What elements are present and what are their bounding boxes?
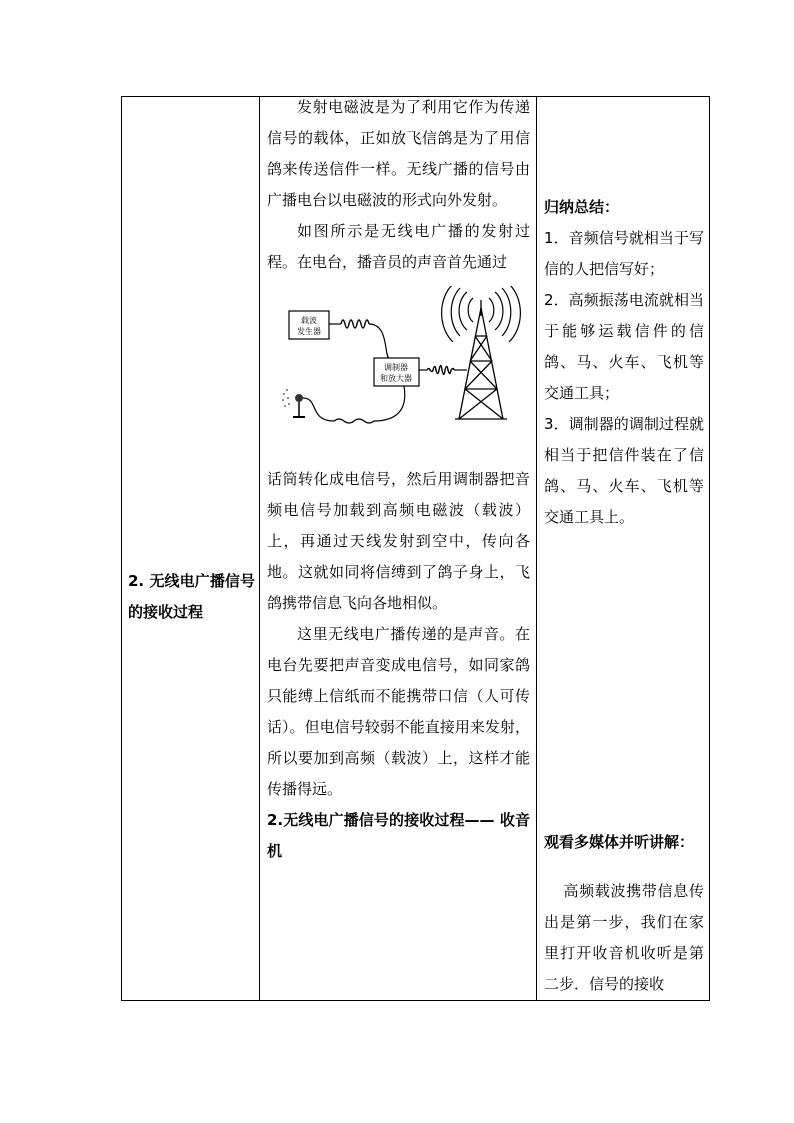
audio-signal-wire xyxy=(303,386,405,423)
paragraph-2: 如图所示是无线电广播的发射过程。在电台，播音员的声音首先通过 xyxy=(267,222,530,271)
summary-item-2: 2．高频振荡电流就相当于能够运载信件的信鸽、马、火车、飞机等交通工具； xyxy=(544,291,704,402)
modulated-wave xyxy=(427,366,454,375)
modulator-label-2: 和放大器 xyxy=(380,374,412,383)
paragraph-3: 话筒转化成电信号，然后用调制器把音频电信号加载到高频电磁波（载波）上，再通过天线发射到空中，传向各地。这就如同将信缚到了鸽子身上，飞鸽携带信息飞向各地相似。 xyxy=(267,470,530,612)
summary-title: 归纳总结： xyxy=(544,198,620,216)
modulator-label-1: 调制器 xyxy=(384,363,408,372)
column-divider xyxy=(259,97,260,1000)
section-heading: 2. 无线电广播信号的接收过程 xyxy=(128,572,255,621)
watch-text: 高频载波携带信息传出是第一步，我们在家里打开收音机收听是第二步．信号的接收 xyxy=(544,882,704,993)
paragraph-4: 这里无线电广播传递的是声音。在电台先要把声音变成电信号，如同家鸽只能缚上信纸而不能携带口信（人可传话）。但电信号较弱不能直接用来发射，所以要加到高频（载波）上，这样才能传播得远。 xyxy=(267,625,530,798)
right-column xyxy=(538,97,710,1000)
antenna-tower-icon xyxy=(455,300,507,419)
column-divider xyxy=(536,97,537,1000)
microphone-icon xyxy=(282,389,305,417)
summary-item-3: 3．调制器的调制过程就相当于把信件装在了信鸽、马、火车、飞机等交通工具上。 xyxy=(544,415,704,526)
broadcast-diagram xyxy=(269,286,530,456)
left-column xyxy=(122,97,259,1000)
middle-column xyxy=(261,97,536,1000)
summary-item-1: 1．音频信号就相当于写信的人把信写好； xyxy=(544,229,704,278)
section-heading-2: 2.无线电广播信号的接收过程—— 收音机 xyxy=(267,811,530,860)
watch-title: 观看多媒体并听讲解： xyxy=(544,833,695,851)
carrier-generator-label-1: 载波 xyxy=(301,316,317,325)
carrier-generator-label-2: 发生器 xyxy=(297,327,321,336)
lesson-table xyxy=(121,96,710,1001)
carrier-wave xyxy=(341,320,369,328)
paragraph-1: 发射电磁波是为了利用它作为传递信号的载体，正如放飞信鸽是为了用信鸽来传送信件一样。无线广播的信号由广播电台以电磁波的形式向外发射。 xyxy=(267,98,530,209)
